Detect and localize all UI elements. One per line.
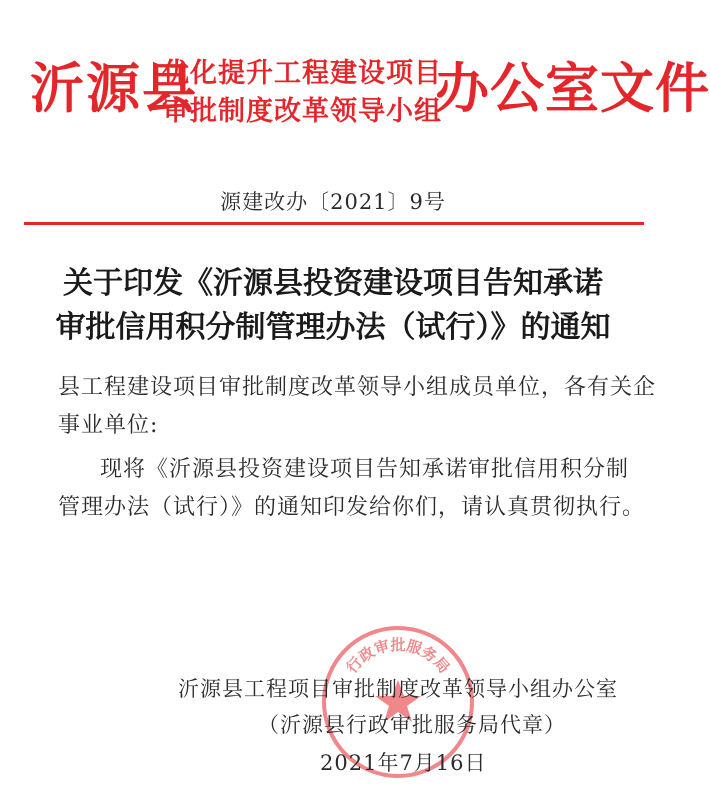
issue-date: 2021年7月16日	[320, 751, 487, 775]
issuer-middle	[162, 56, 442, 132]
document-header	[0, 0, 710, 160]
issuer-left: 沂源县	[30, 56, 198, 120]
document-number: 源建改办〔2021〕9号	[220, 190, 446, 214]
seal-arc-text: 行政审批服务局	[342, 636, 454, 677]
signing-office: 沂源县工程项目审批制度改革领导小组办公室	[178, 677, 618, 701]
header-divider	[24, 222, 644, 225]
content-line2: 管理办法（试行）》的通知印发给你们，请认真贯彻执行。	[58, 495, 646, 520]
issuer-middle-line1: 优化提升工程建设项目	[162, 58, 442, 89]
issuer-right: 办公室文件	[435, 56, 710, 120]
document-title	[0, 262, 666, 350]
issuer-middle-line2: 审批制度改革领导小组	[162, 96, 442, 127]
acting-seal-note: （沂源县行政审批服务局代章）	[258, 713, 566, 737]
recipients-line1: 县工程建设项目审批制度改革领导小组成员单位，各有关企	[58, 375, 657, 400]
title-line1: 关于印发《沂源县投资建设项目告知承诺	[63, 266, 603, 301]
title-line2: 审批信用积分制管理办法（试行）》的通知	[55, 310, 611, 345]
content-line1: 现将《沂源县投资建设项目告知承诺审批信用积分制	[100, 457, 630, 482]
recipients-line2: 事业单位:	[58, 413, 159, 438]
